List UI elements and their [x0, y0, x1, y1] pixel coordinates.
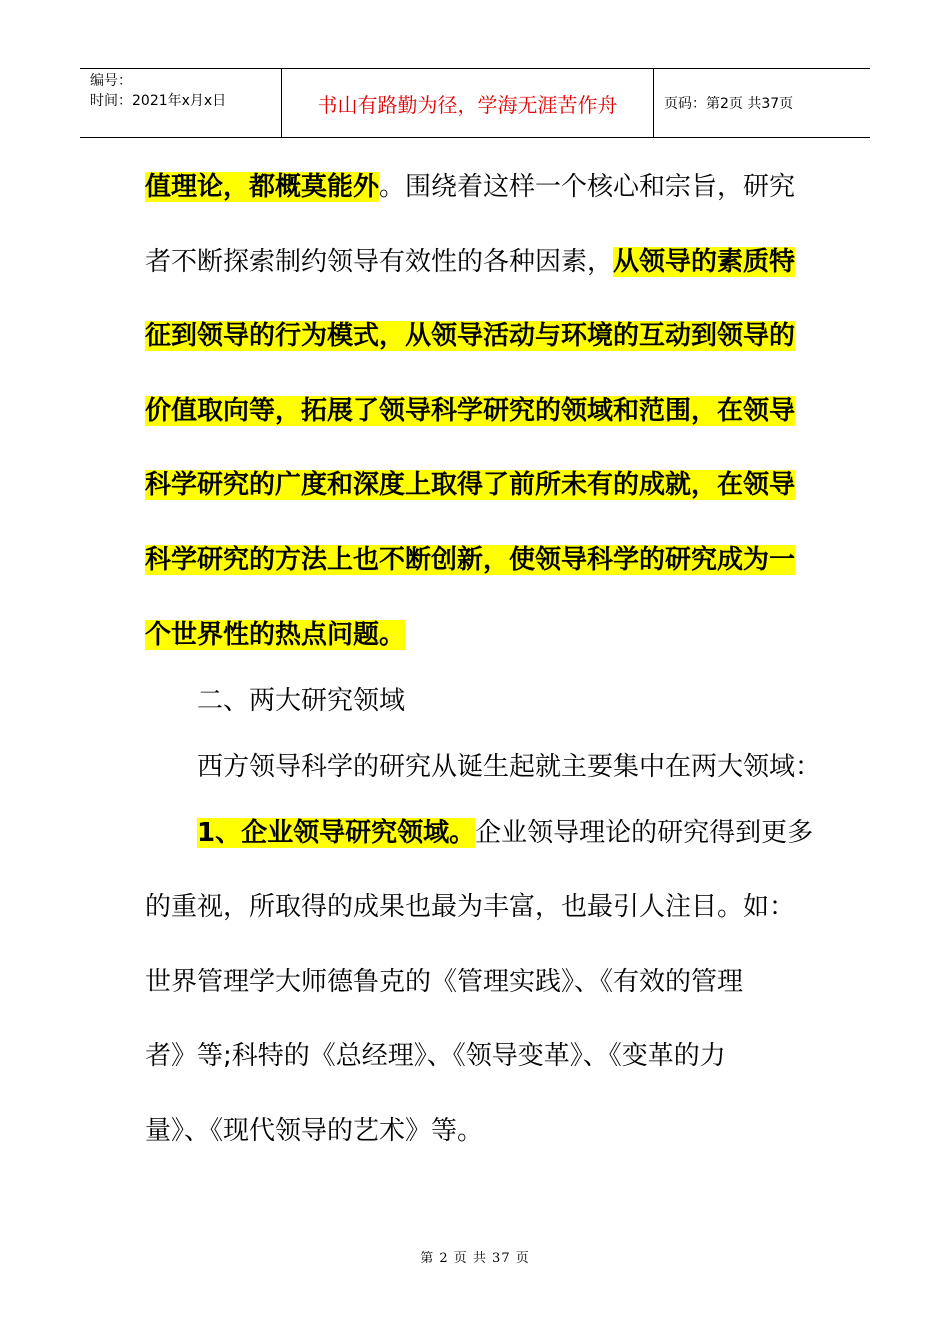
- header-meta-cell: [80, 69, 282, 137]
- paragraph1-line-6: [145, 533, 810, 608]
- motto-text: 书山有路勤为径，学海无涯苦作舟: [317, 92, 618, 117]
- footer-page-number: 第 2 页 共 37 页: [420, 1251, 530, 1266]
- document-header: [80, 68, 870, 138]
- document-body: [145, 160, 822, 1179]
- item1-line-2: [145, 880, 810, 955]
- number-label: 编号：: [90, 73, 132, 89]
- section-intro: [145, 740, 822, 806]
- section-heading-text: 二、两大研究领域: [197, 685, 406, 716]
- plain-text: 者》等;科特的《总经理》、《领导变革》、《变革的力: [145, 1041, 726, 1072]
- time-label: 时间：2021年x月x日: [90, 93, 227, 109]
- plain-text: 者不断探索制约领导有效性的各种因素，: [145, 246, 614, 277]
- highlighted-text: 科学研究的方法上也不断创新，使领导科学的研究成为一: [145, 544, 796, 575]
- paragraph1-line-1: [145, 160, 810, 235]
- section-intro-text: 西方领导科学的研究从诞生起就主要集中在两大领域：: [197, 751, 822, 782]
- section-heading: [145, 674, 810, 740]
- item1-line-3: [145, 955, 810, 1030]
- highlighted-text: 从领导的素质特: [613, 246, 796, 277]
- plain-text: 量》、《现代领导的艺术》等。: [145, 1115, 484, 1146]
- page-info: 页码：第2页 共37页: [664, 96, 794, 112]
- plain-text: 的重视，所取得的成果也最为丰富，也最引人注目。如：: [145, 892, 796, 923]
- paragraph1-line-4: [145, 384, 810, 459]
- paragraph1-line-2: [145, 235, 810, 310]
- highlighted-text: 征到领导的行为模式，从领导活动与环境的互动到领导的: [145, 321, 796, 352]
- page-footer: [0, 1247, 950, 1266]
- item1-line-4: [145, 1029, 810, 1104]
- header-page-cell: [654, 69, 870, 137]
- highlighted-text: 科学研究的广度和深度上取得了前所未有的成就，在领导: [145, 470, 796, 501]
- paragraph1-line-3: [145, 309, 810, 384]
- highlighted-text: 1、企业领导研究领域。: [197, 817, 476, 848]
- plain-text: 世界管理学大师德鲁克的《管理实践》、《有效的管理: [145, 966, 744, 997]
- plain-text: 。围绕着这样一个核心和宗旨，研究: [379, 172, 796, 202]
- paragraph1-line-7: [145, 608, 810, 674]
- paragraph1-line-5: [145, 458, 810, 533]
- item1-line-1: [145, 806, 814, 881]
- highlighted-text: 个世界性的热点问题。: [145, 619, 406, 650]
- plain-text: 企业领导理论的研究得到更多: [475, 817, 814, 848]
- highlighted-text: 价值取向等，拓展了领导科学研究的领域和范围，在领导: [145, 395, 796, 426]
- item1-line-5: [145, 1104, 810, 1179]
- header-motto-cell: [282, 69, 654, 137]
- highlighted-text: 值理论，都概莫能外: [145, 172, 380, 202]
